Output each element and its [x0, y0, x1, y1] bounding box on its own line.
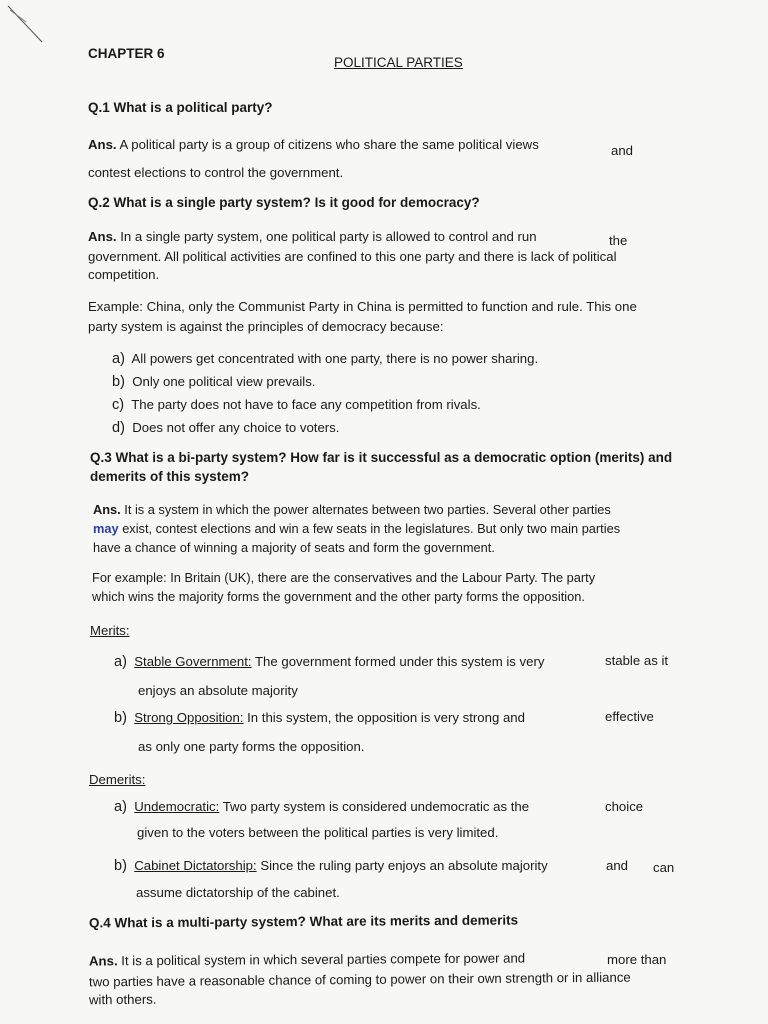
list-text: Only one political view prevails.: [132, 374, 316, 389]
answer-text: A political party is a group of citizens who share the same political views: [119, 137, 539, 152]
list-text: All powers get concentrated with one party, there is no power sharing.: [131, 351, 539, 366]
question-3-line-1: Q.3 What is a bi-party system? How far is it successful as a democratic option (merits) and: [90, 450, 673, 465]
list-item: [112, 395, 481, 415]
demerit-continuation: assume dictatorship of the cabinet.: [136, 885, 340, 900]
handwritten-insert: may: [93, 521, 119, 536]
list-item: [112, 349, 538, 369]
merit-text: The government formed under this system is very: [254, 654, 545, 669]
answer-4-line-2: two parties have a reasonable chance of coming to power on their own strength or in alliance: [88, 969, 631, 990]
list-letter: a): [112, 351, 125, 367]
answer-3-line-3: have a chance of winning a majority of seats and form the government.: [93, 540, 495, 555]
merit-item: [114, 708, 525, 728]
question-4: Q.4 What is a multi-party system? What are its merits and demerits: [88, 912, 519, 931]
list-letter: b): [114, 710, 127, 726]
merits-heading: Merits:: [90, 623, 130, 638]
list-letter: a): [114, 799, 127, 815]
merit-term: Strong Opposition:: [134, 710, 244, 725]
example-3-line-1: For example: In Britain (UK), there are the conservatives and the Labour Party. The party: [92, 570, 596, 585]
question-2: Q.2 What is a single party system? Is it good for democracy?: [88, 195, 480, 210]
list-letter: b): [114, 858, 127, 874]
demerit-text: Two party system is considered undemocratic as the: [222, 799, 530, 814]
answer-2-line-2: government. All political activities are confined to this one party and there is lack of political: [88, 249, 617, 264]
answer-4-line-1-end: more than: [607, 952, 667, 967]
answer-4-line-3: with others.: [88, 991, 157, 1008]
demerit-item: [114, 797, 529, 817]
merit-text: In this system, the opposition is very strong and: [247, 710, 525, 725]
list-item: [112, 372, 315, 392]
demerits-heading: Demerits:: [89, 772, 146, 787]
answer-1-line-1: [88, 135, 539, 155]
answer-text: It is a system in which the power alternates between two parties. Several other parties: [124, 502, 611, 517]
answer-2-line-1-end: the: [609, 233, 628, 248]
answer-3-line-2: [93, 519, 620, 539]
answer-text: exist, contest elections and win a few seats in the legislatures. But only two main parties: [122, 521, 621, 536]
list-letter: b): [112, 374, 125, 390]
answer-label: Ans.: [88, 137, 117, 152]
demerit-term: Cabinet Dictatorship:: [134, 858, 257, 873]
answer-1-line-1-end: and: [611, 143, 634, 158]
answer-1-line-2: contest elections to control the government.: [88, 165, 344, 180]
document-title: POLITICAL PARTIES: [334, 55, 463, 70]
list-item: [112, 418, 339, 438]
answer-2-line-3: competition.: [88, 267, 160, 282]
demerit-term: Undemocratic:: [134, 799, 220, 814]
chapter-label: CHAPTER 6: [88, 46, 165, 61]
demerit-continuation: given to the voters between the political parties is very limited.: [137, 825, 499, 840]
demerit-line-end: choice: [605, 799, 644, 814]
answer-label: Ans.: [93, 502, 121, 517]
example-2-line-1: Example: China, only the Communist Party in China is permitted to function and rule. This one: [88, 299, 637, 314]
list-text: The party does not have to face any competition from rivals.: [131, 397, 481, 412]
merit-continuation: enjoys an absolute majority: [138, 683, 298, 698]
question-1: Q.1 What is a political party?: [88, 100, 273, 115]
answer-2-line-1: [88, 227, 537, 247]
demerit-text: Since the ruling party enjoys an absolute majority: [260, 858, 548, 873]
answer-text: In a single party system, one political party is allowed to control and run: [120, 229, 537, 244]
merit-line-end: stable as it: [605, 653, 669, 668]
demerit-item: [114, 856, 548, 876]
example-2-line-2: party system is against the principles of democracy because:: [88, 319, 444, 334]
answer-4-line-1: [89, 948, 525, 971]
demerit-line-end-2: can: [653, 860, 675, 875]
answer-label: Ans.: [88, 953, 118, 969]
question-3-line-2: demerits of this system?: [90, 469, 250, 484]
list-letter: d): [112, 420, 125, 436]
merit-item: [114, 652, 544, 672]
list-letter: a): [114, 654, 127, 670]
demerit-line-end: and: [606, 858, 629, 873]
list-letter: c): [112, 397, 125, 413]
merit-continuation: as only one party forms the opposition.: [138, 739, 365, 754]
merit-line-end: effective: [605, 709, 654, 724]
answer-text: It is a political system in which several parties compete for power and: [121, 950, 526, 969]
list-text: Does not offer any choice to voters.: [132, 420, 340, 435]
merit-term: Stable Government:: [134, 654, 252, 669]
answer-label: Ans.: [88, 229, 117, 244]
example-3-line-2: which wins the majority forms the government and the other party forms the opposition.: [92, 589, 585, 604]
pen-mark-decoration: [6, 4, 46, 44]
answer-3-line-1: [93, 500, 611, 520]
